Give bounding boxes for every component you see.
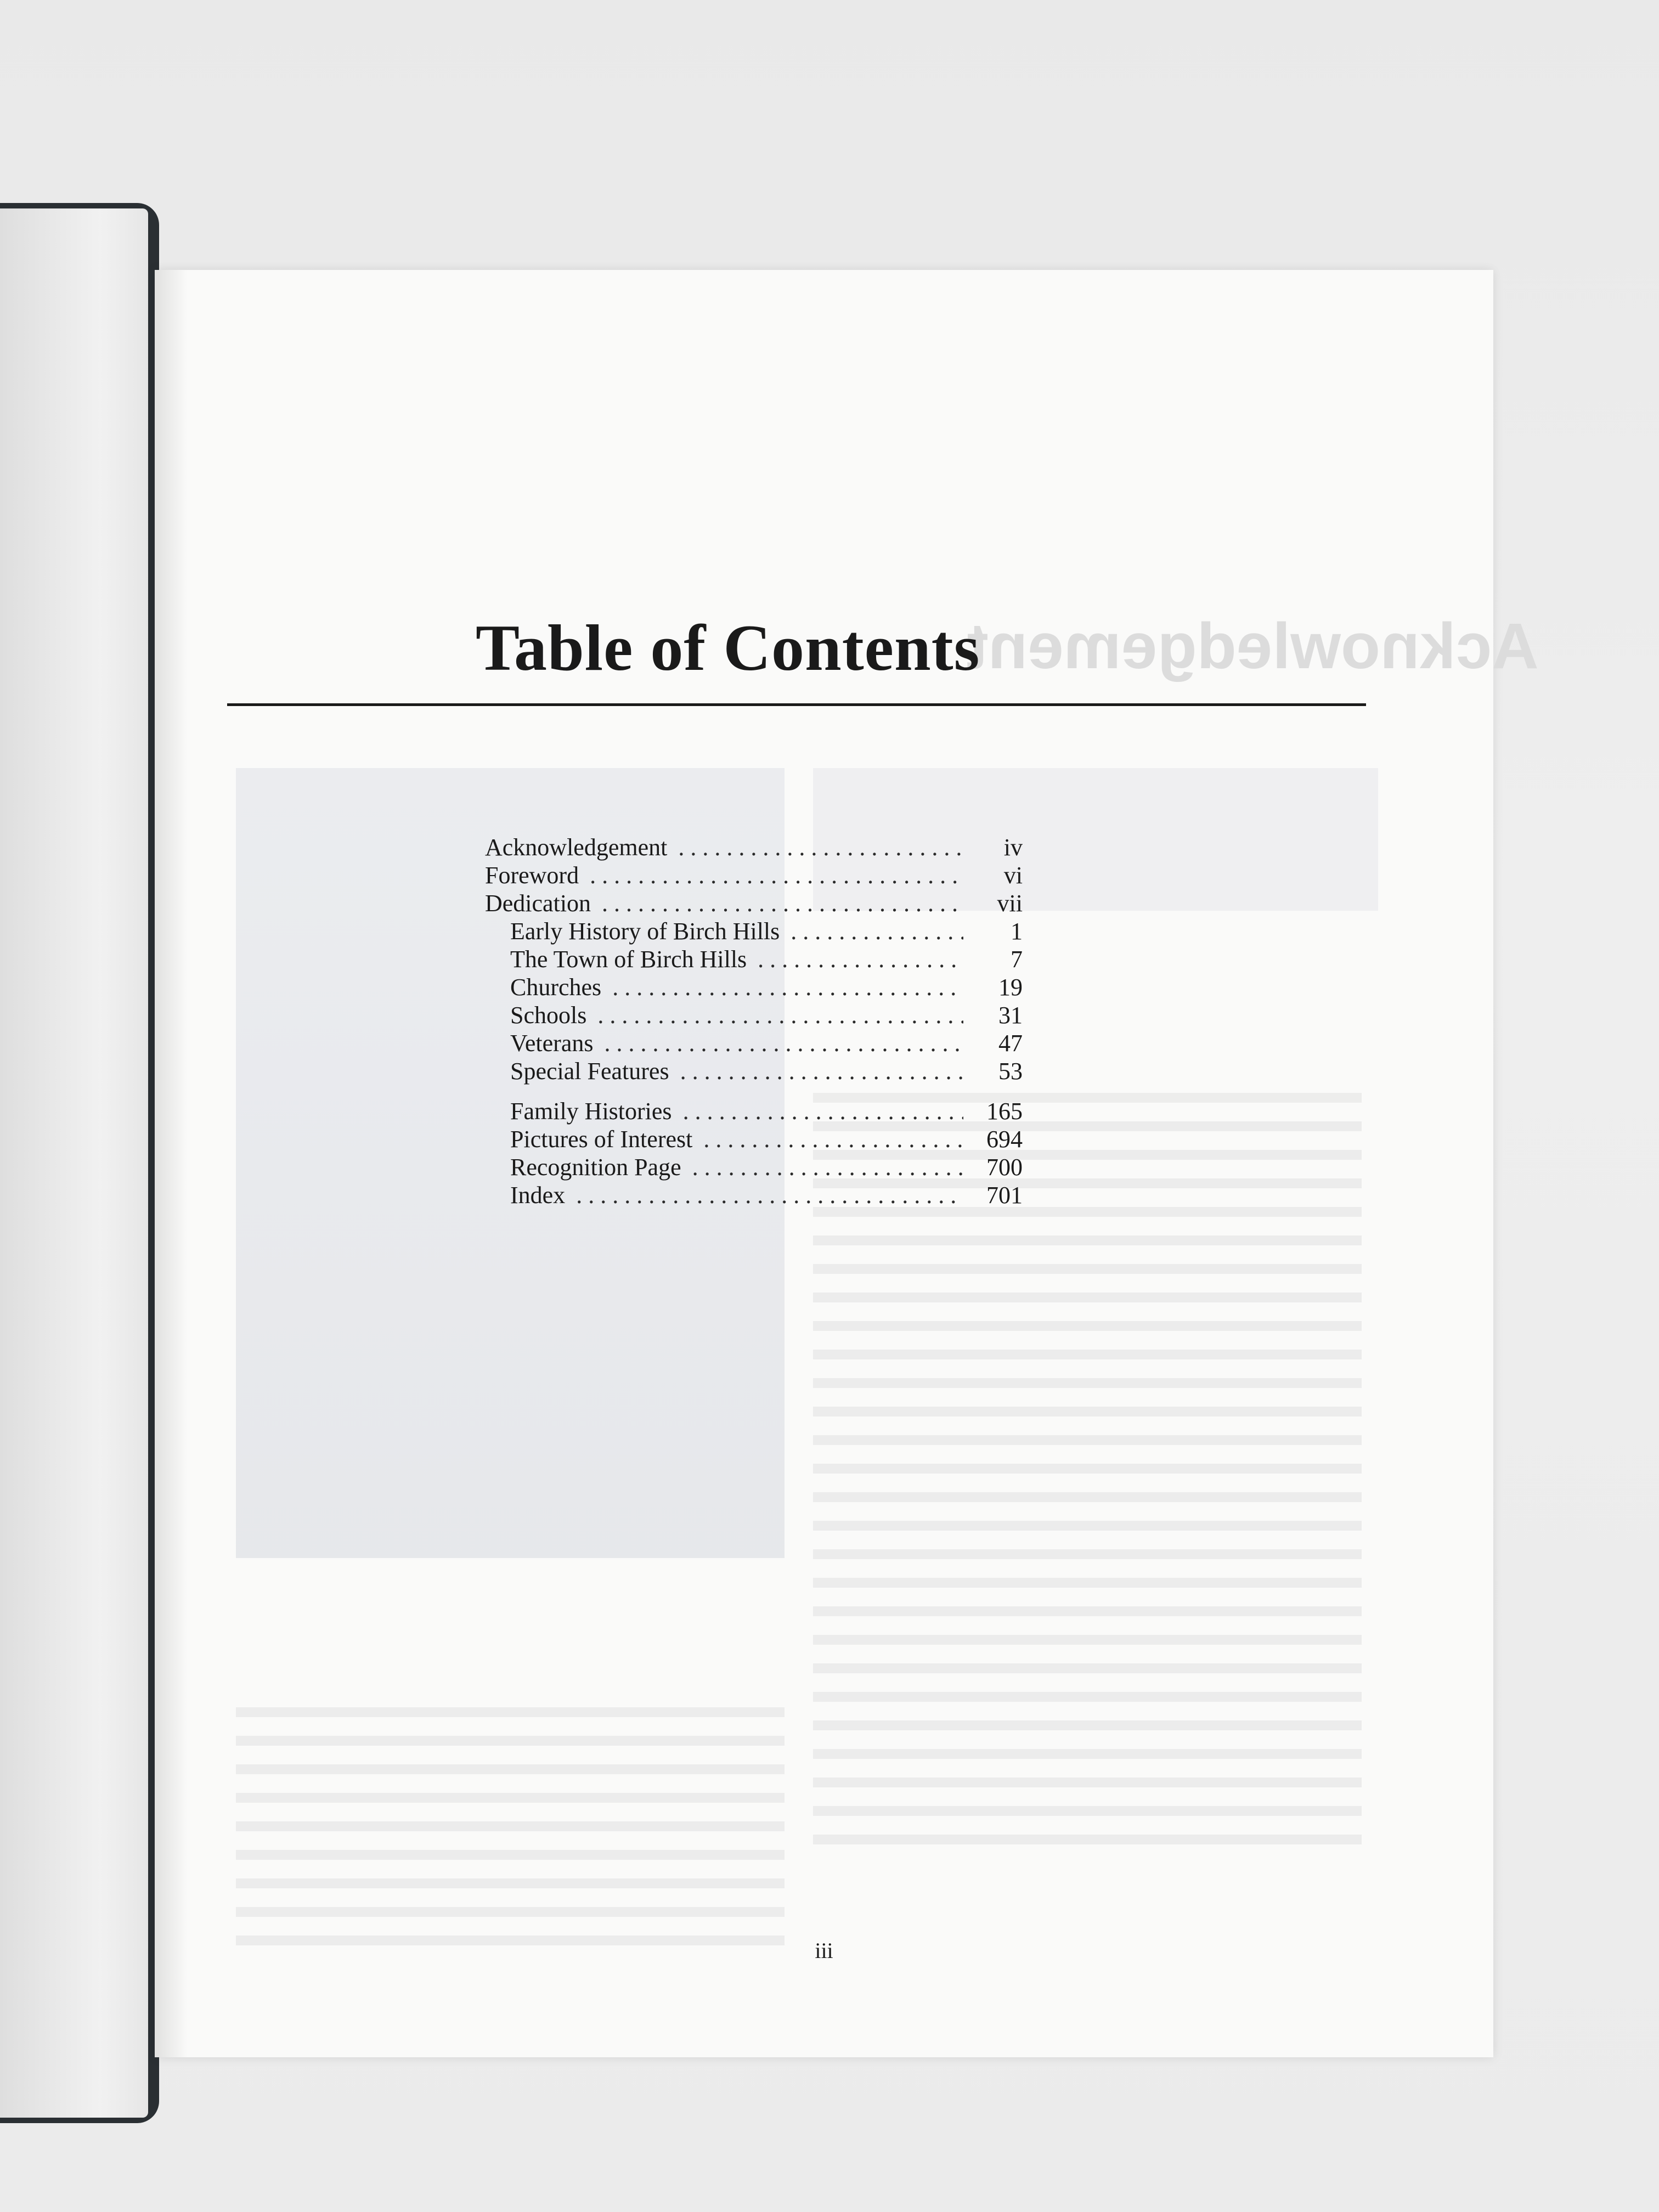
toc-entry bbox=[485, 917, 1023, 945]
toc-entry-page: 1 bbox=[1011, 918, 1023, 945]
toc-entry-page: 694 bbox=[986, 1126, 1023, 1153]
toc-entry-page: 47 bbox=[998, 1030, 1023, 1057]
toc-entry bbox=[485, 1097, 1023, 1125]
toc-entry-label: Pictures of Interest bbox=[510, 1126, 693, 1153]
toc-entry-page: 7 bbox=[1011, 946, 1023, 973]
leader-dots bbox=[602, 889, 963, 917]
contents-list bbox=[485, 833, 1023, 1209]
toc-entry-label: Index bbox=[510, 1182, 566, 1209]
leader-dots bbox=[597, 1001, 963, 1029]
bleed-through-caption bbox=[236, 1707, 785, 1964]
toc-entry-label: Acknowledgement bbox=[485, 834, 668, 861]
toc-entry bbox=[485, 1181, 1023, 1209]
toc-entry-label: Foreword bbox=[485, 862, 579, 889]
toc-entry-label: Schools bbox=[510, 1002, 587, 1029]
leader-dots bbox=[612, 973, 963, 1001]
toc-entry-label: Family Histories bbox=[510, 1098, 672, 1125]
toc-entry-label: Early History of Birch Hills bbox=[510, 918, 780, 945]
page-number: iii bbox=[815, 1938, 833, 1963]
leader-dots bbox=[590, 861, 963, 889]
leader-dots bbox=[692, 1153, 963, 1181]
toc-entry-page: 701 bbox=[986, 1182, 1023, 1209]
toc-entry bbox=[485, 1057, 1023, 1085]
toc-entry-page: 19 bbox=[998, 974, 1023, 1001]
leader-dots bbox=[680, 1057, 963, 1085]
toc-entry-label: Special Features bbox=[510, 1058, 669, 1085]
toc-entry-label: Veterans bbox=[510, 1030, 594, 1057]
leader-dots bbox=[683, 1097, 963, 1125]
toc-entry-page: iv bbox=[1003, 834, 1023, 861]
toc-entry-page: 700 bbox=[986, 1154, 1023, 1181]
toc-entry-page: vi bbox=[1003, 862, 1023, 889]
toc-entry-page: 31 bbox=[998, 1002, 1023, 1029]
toc-entry bbox=[485, 1125, 1023, 1153]
gutter-shadow bbox=[155, 270, 188, 2057]
title-rule bbox=[227, 703, 1366, 706]
book-page bbox=[155, 270, 1539, 2057]
toc-entry-page: vii bbox=[997, 890, 1023, 917]
leader-dots bbox=[605, 1029, 964, 1057]
toc-entry bbox=[485, 1029, 1023, 1057]
toc-entry-label: The Town of Birch Hills bbox=[510, 946, 747, 973]
leader-dots bbox=[791, 917, 963, 945]
toc-entry bbox=[485, 833, 1023, 861]
leader-dots bbox=[678, 833, 963, 861]
toc-entry-page: 53 bbox=[998, 1058, 1023, 1085]
toc-entry-label: Churches bbox=[510, 974, 602, 1001]
toc-entry bbox=[485, 945, 1023, 973]
bleed-through-heading: Acknowledgement bbox=[967, 610, 1539, 682]
page-title: Table of Contents bbox=[476, 611, 980, 684]
toc-entry-label: Recognition Page bbox=[510, 1154, 681, 1181]
leader-dots bbox=[758, 945, 963, 973]
toc-entry bbox=[485, 1001, 1023, 1029]
leader-dots bbox=[576, 1181, 963, 1209]
toc-entry-label: Dedication bbox=[485, 890, 591, 917]
toc-entry bbox=[485, 861, 1023, 889]
toc-entry-page: 165 bbox=[986, 1098, 1023, 1125]
leader-dots bbox=[703, 1125, 963, 1153]
toc-entry bbox=[485, 889, 1023, 917]
left-page bbox=[0, 208, 148, 2118]
toc-entry bbox=[485, 973, 1023, 1001]
toc-entry bbox=[485, 1153, 1023, 1181]
